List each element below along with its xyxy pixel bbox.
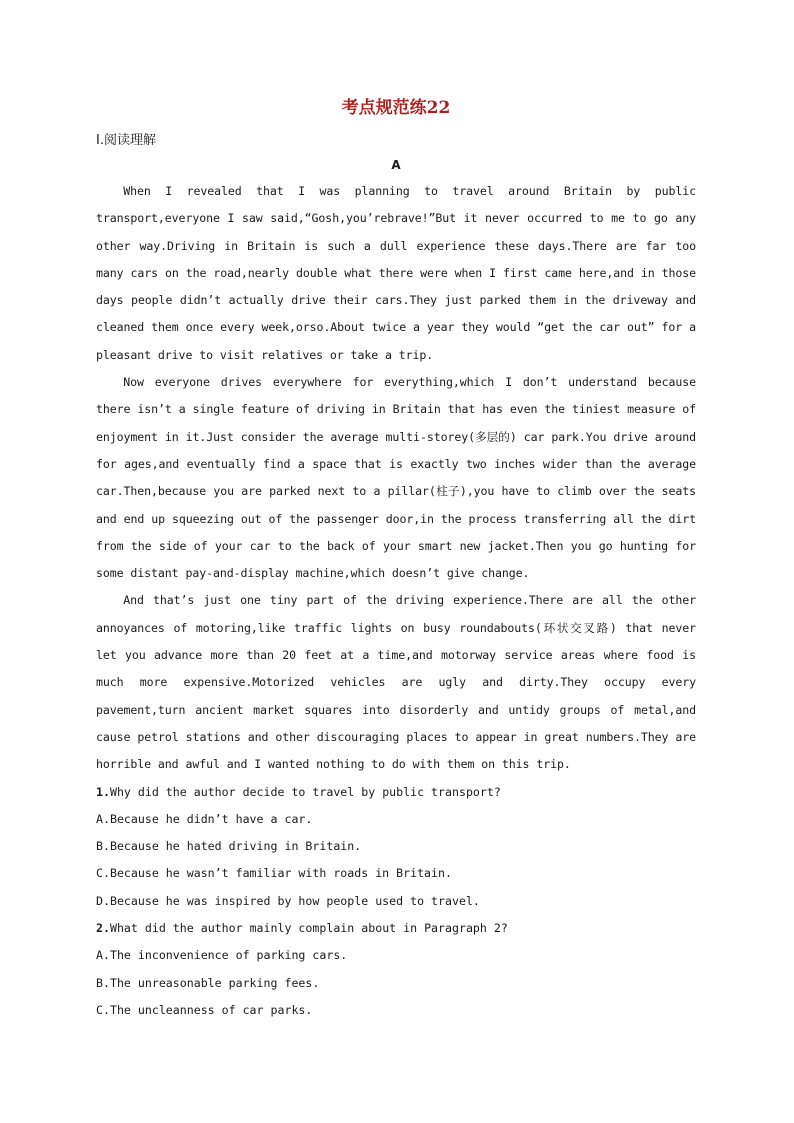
question-1-option-d: D.Because he was inspired by how people used to travel. <box>96 893 480 908</box>
question-text: What did the author mainly complain about in Paragraph 2? <box>109 921 508 936</box>
page-title: 考点规范练22 <box>341 98 451 118</box>
question-1-option-a: A.Because he didn’t have a car. <box>96 811 313 826</box>
question-1 <box>96 779 696 915</box>
paragraph-2: Now everyone drives everywhere for everything,which I don’t understand because there isn’t a single feature of driving in Britain that has even the tiniest measure of enjoyment in it.Just consider the average multi-storey(多层的) car park.You drive around for ages,and eventually find a space that is exactly two inches wider than the average car.Then,because you are parked next to a pillar(柱子),you have to climb over the seats and end up squeezing out of the passenger door,in the process transferring all the dirt from the side of your car to the back of your smart new jacket.Then you go hunting for some distant pay-and-display machine,which doesn’t give change. <box>96 375 696 581</box>
question-2-option-c: C.The uncleanness of car parks. <box>96 1002 313 1017</box>
question-2-stem <box>96 915 696 942</box>
question-number: 2. <box>96 921 110 936</box>
question-2 <box>96 915 696 1024</box>
section-heading: Ⅰ.阅读理解 <box>96 133 156 148</box>
question-1-option-b: B.Because he hated driving in Britain. <box>96 839 362 854</box>
passage-label: A <box>391 158 401 172</box>
question-2-option-a: A.The inconvenience of parking cars. <box>96 948 348 963</box>
question-1-stem <box>96 779 696 806</box>
question-number: 1. <box>96 784 110 799</box>
paragraph-1: When I revealed that I was planning to travel around Britain by public transport,everyone I saw said,“Gosh,you’rebrave!”But it never occurred to me to go any other way.Driving in Britain is such a dull experience these days.There are far too many cars on the road,nearly double what there were when I first came here,and in those days people didn’t actually drive their cars.They just parked them in the driveway and cleaned them once every week,orso.About twice a year they would “get the car out” for a pleasant drive to visit relatives or take a trip. <box>96 184 696 362</box>
document-page <box>96 96 696 1024</box>
paragraph-3: And that’s just one tiny part of the driving experience.There are all the other annoyances of motoring,like traffic lights on busy roundabouts(环状交叉路) that never let you advance more than 20 feet at a time,and motorway service areas where food is much more expensive.Motorized vehicles are ugly and dirty.They occupy every pavement,turn ancient market squares into disorderly and untidy groups of metal,and cause petrol stations and other discouraging places to appear in great numbers.They are horrible and awful and I wanted nothing to do with them on this trip. <box>96 593 696 772</box>
question-text: Why did the author decide to travel by public transport? <box>109 784 501 799</box>
question-2-option-b: B.The unreasonable parking fees. <box>96 975 320 990</box>
question-1-option-c: C.Because he wasn’t familiar with roads in Britain. <box>96 866 452 881</box>
